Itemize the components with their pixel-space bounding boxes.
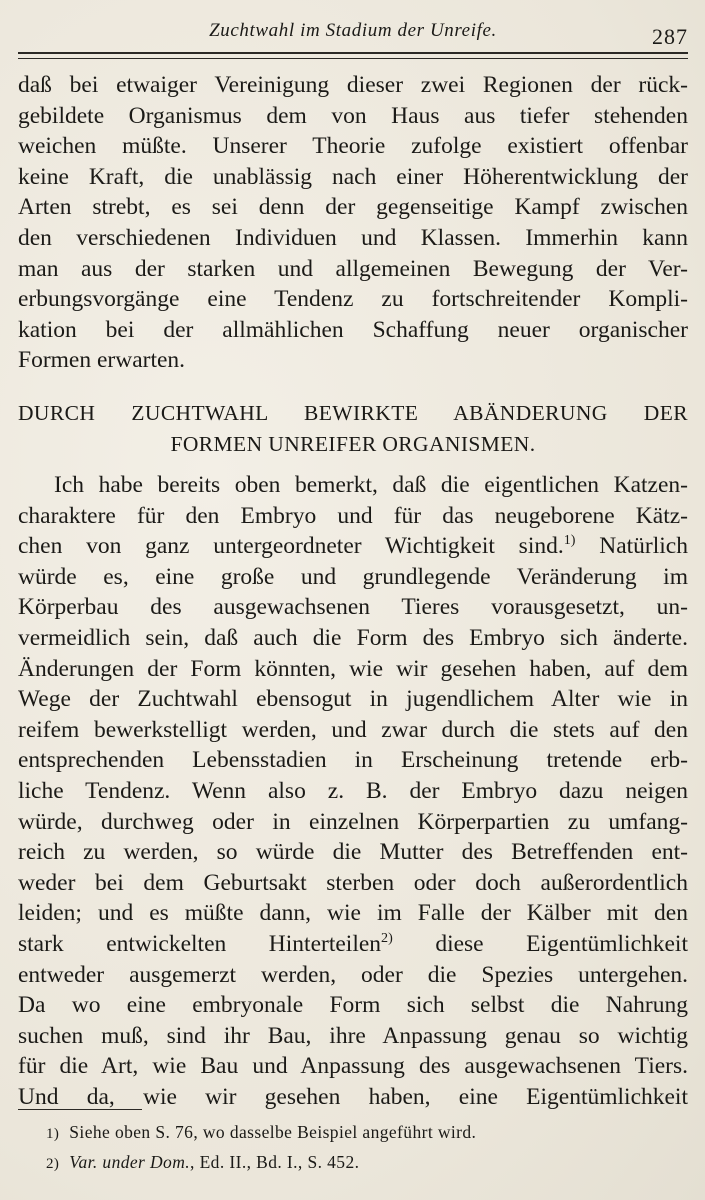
footnotes: [46, 1118, 686, 1178]
text-line: würde es, eine große und grundlegende Veränderung im: [18, 563, 688, 590]
text-line: vermeidlich sein, daß auch die Form des Embryo sich änderte.: [18, 624, 688, 651]
text-line: reich zu werden, so würde die Mutter des Betreffenden ent-: [18, 839, 688, 866]
text-line: den verschiedenen Individuen und Klassen. Immerhin kann: [18, 224, 688, 251]
text-line: kation bei der allmählichen Schaffung neuer organischer: [18, 316, 688, 343]
page-number: 287: [652, 24, 688, 49]
paragraph-2: [18, 470, 688, 1112]
header-rule-thin: [18, 58, 688, 59]
footnote-ref-2: 2): [381, 930, 393, 947]
text-line: man aus der starken und allgemeinen Bewegung der Ver-: [18, 255, 688, 282]
text-line: entsprechenden Lebensstadien in Erscheinung tretende erb-: [18, 747, 688, 774]
footnote-2-text: , Ed. II., Bd. I., S. 452.: [190, 1152, 360, 1172]
text-segment: stark entwickelten Hinterteilen: [18, 930, 382, 957]
text-line: Arten strebt, es sei denn der gegenseitige Kampf zwischen: [18, 194, 688, 221]
paragraph-1: [18, 70, 688, 376]
text-line: keine Kraft, die unablässig nach einer Höherentwicklung der: [18, 163, 688, 190]
footnote-2-title: Var. under Dom.: [69, 1152, 191, 1172]
footnote-1: [46, 1118, 686, 1148]
text-line: reifem bewerkstelligt werden, und zwar durch die stets auf den: [18, 716, 688, 743]
text-line: würde, durchweg oder in einzelnen Körperpartien zu umfang-: [18, 808, 688, 835]
text-line: Änderungen der Form könnten, wie wir gesehen haben, auf dem: [18, 655, 688, 682]
text-line: charaktere für den Embryo und für das neugeborene Kätz-: [18, 502, 688, 529]
text-line: entweder ausgemerzt werden, oder die Spezies untergehen.: [18, 961, 688, 988]
text-line: weder bei dem Geburtsakt sterben oder doch außerordentlich: [18, 869, 688, 896]
footnote-divider: [18, 1109, 142, 1110]
footnote-1-text: Siehe oben S. 76, wo dasselbe Beispiel angeführt wird.: [69, 1122, 477, 1142]
text-line: Ich habe bereits oben bemerkt, daß die eigentlichen Katzen-: [54, 472, 688, 498]
text-line: gebildete Organismus dem von Haus aus tiefer stehenden: [18, 102, 688, 129]
footnote-ref-1: 1): [563, 532, 576, 549]
text-line: für die Art, wie Bau und Anpassung des ausgewachsenen Tiers.: [18, 1053, 688, 1080]
text-line: weichen müßte. Unserer Theorie zufolge existiert offenbar: [18, 133, 688, 160]
text-segment: chen von ganz untergeordneter Wichtigkeit sind.: [18, 533, 564, 560]
text-segment: Natürlich: [575, 533, 688, 560]
section-heading: [18, 398, 688, 460]
text-line: Und da, wie wir gesehen haben, eine Eigentümlichkeit: [18, 1083, 688, 1110]
text-line-with-ref: [18, 929, 688, 960]
text-line: suchen muß, sind ihr Bau, ihre Anpassung genau so wichtig: [18, 1022, 688, 1049]
footnote-1-mark: 1): [46, 1126, 60, 1142]
header-rule-thick: [18, 52, 688, 54]
text-line: Körperbau des ausgewachsenen Tieres vorausgesetzt, un-: [18, 594, 688, 621]
running-head: [18, 18, 688, 48]
text-line: erbungsvorgänge eine Tendenz zu fortschreitender Kompli-: [18, 286, 688, 313]
text-line: leiden; und es müßte dann, wie im Falle der Kälber mit den: [18, 900, 688, 927]
heading-line-1: DURCH ZUCHTWAHL BEWIRKTE ABÄNDERUNG DER: [18, 401, 688, 425]
text-line: Wege der Zuchtwahl ebensogut in jugendlichem Alter wie in: [18, 686, 688, 713]
text-line: Da wo eine embryonale Form sich selbst die Nahrung: [18, 992, 688, 1019]
footnote-2-mark: 2): [46, 1156, 60, 1172]
running-title: Zuchtwahl im Stadium der Unreife.: [209, 20, 497, 41]
footnote-2: [46, 1148, 686, 1178]
text-line: Formen erwarten.: [18, 347, 186, 374]
text-line-with-ref: [18, 531, 688, 562]
text-segment: diese Eigentümlichkeit: [392, 930, 688, 957]
heading-line-2: FORMEN UNREIFER ORGANISMEN.: [170, 432, 536, 456]
text-line: liche Tendenz. Wenn also z. B. der Embryo dazu neigen: [18, 777, 688, 804]
text-line: daß bei etwaiger Vereinigung dieser zwei Regionen der rück-: [18, 72, 688, 98]
